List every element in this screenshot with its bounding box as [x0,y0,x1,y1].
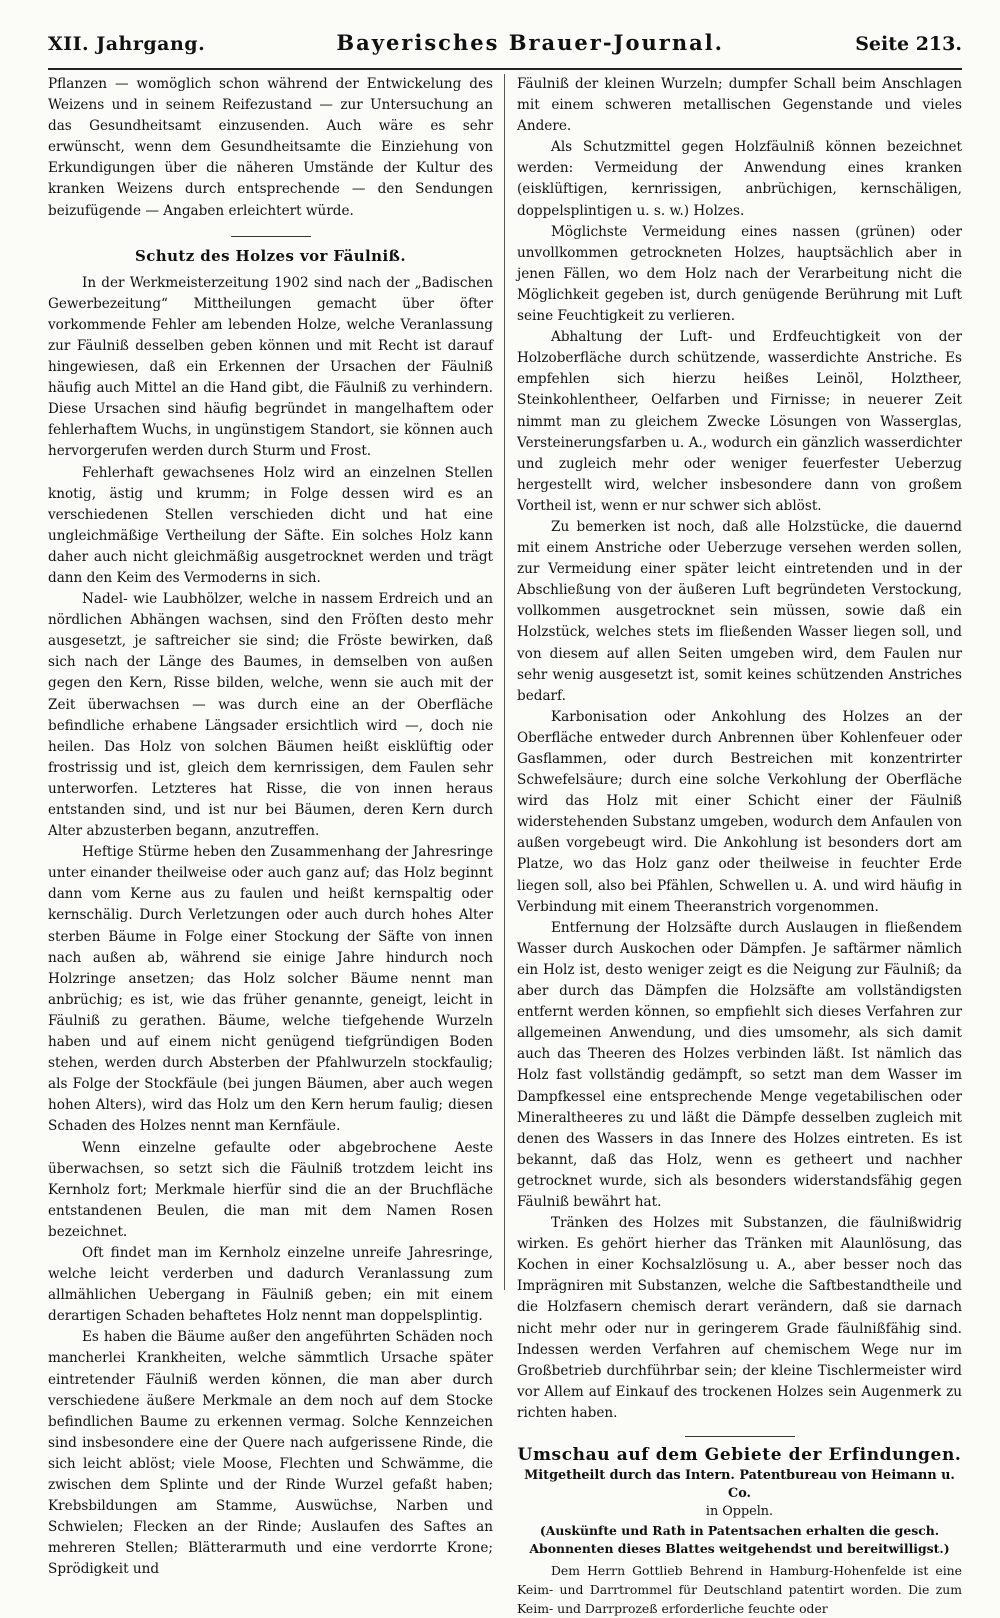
paragraph: Tränken des Holzes mit Substanzen, die fäulnißwidrig wirken. Es gehört hierher das Tränken mit Alaunlösung, das Kochen in einer Kochsalzlösung u. A., aber besser noch das Imprägniren mit Substanzen, welche die Saftbestandtheile und die Holzfasern chemisch derart verändern, daß sie darnach nicht mehr oder nur in geringerem Grade fäulnißfähig sind. Indessen werden Verfahren auf chemischem Wege nur im Großbetrieb durchführbar sein; der kleine Tischlermeister wird vor Allem auf Einkauf des trockenen Holzes sein Augenmerk zu richten haben. [517,1215,962,1421]
source-place: in Oppeln. [705,1504,774,1519]
paragraph: In der Werkmeisterzeitung 1902 sind nach der „Badischen Gewerbezeitung“ Mittheilungen gemacht über öfter vorkommende Fehler am lebenden Holze, welche Veranlassung zur Fäulniß desselben geben können und mit Recht ist darauf hingewiesen, daß ein Erkennen der Ursachen der Fäulniß häufig auch Mittel an die Hand gibt, die Fäulniß zu verhindern. Diese Ursachen sind häufig begründet in mangelhaftem oder fehlerhaftem Wuchs, in ungünstigem Standort, sie können auch hervorgerufen werden durch Sturm und Frost. [48,274,493,460]
journal-title: Bayerisches Brauer-Journal. [336,30,724,55]
paragraph: Heftige Stürme heben den Zusammenhang der Jahresringe unter einander theilweise oder auch ganz auf; das Holz beginnt dann vom Kerne aus zu faulen und heißt kernspaltig oder kernschälig. Durch Verletzungen oder auch durch hohes Alter sterben Bäume in Folge einer Stockung der Säfte von innen nach außen ab, während sie einige Jahre hindurch noch Holzringe ansetzen; das Holz solcher Bäume nennt man anbrüchig; es ist, wie das früher genannte, geneigt, leicht in Fäulniß zu gerathen. Bäume, welche tiefgehende Wurzeln haben und auf einem nicht genügend tiefgründigen Boden stehen, werden durch Absterben der Pfahlwurzeln stockfaulig; als Folge der Stockfäule (bei jungen Bäumen, aber auch wegen hohen Alters), wird das Holz um den Kern herum faulig; diesen Schaden des Holzes nennt man Kernfäule. [48,844,493,1135]
paragraph: Entfernung der Holzsäfte durch Auslaugen in fließendem Wasser durch Auskochen oder Dämpfen. Je saftärmer nämlich ein Holz ist, desto weniger zeigt es die Neigung zur Fäulniß; da aber durch das Dämpfen die Holzsäfte am vollständigsten entfernt werden können, so empfiehlt sich dieses Verfahren zur allgemeinen Anwendung, und dies umsomehr, als sich damit auch das Theeren des Holzes verbinden läßt. Ist nämlich das Holz fast vollständig gedämpft, so setzt man dem Wasser im Dampfkessel eine entsprechende Menge vegetabilischen oder Mineraltheeres zu und läßt die Dämpfe desselben zugleich mit denen des Wassers in das Innere des Holzes eintreten. Es ist bekannt, daß das Holz, wenn es getheert und nachher getrocknet wurde, sich als besonders widerstandsfähig gegen Fäulniß bewährt hat. [517,919,962,1210]
page-number: Seite 213. [855,33,962,55]
text-columns [48,74,962,1616]
paragraph: Abhaltung der Luft- und Erdfeuchtigkeit von der Holzoberfläche durch schützende, wasserdichte Anstriche. Es empfehlen sich hierzu heißes Leinöl, Holztheer, Steinkohlentheer, Oelfarben und Firnisse; in neuerer Zeit nimmt man zu gleichem Zwecke Lösungen von Wasserglas, Versteinerungsfarben u. A., wodurch ein gänzlich wasserdichter und zugleich mehr oder weniger feuerfester Ueberzug hergestellt wird, welcher insbesondere dann von großem Vortheil ist, wenn er nur schwer sich ablöst. [517,329,962,514]
volume-label: XII. Jahrgang. [48,33,206,55]
left-column [48,74,493,1578]
paragraph: Fäulniß der kleinen Wurzeln; dumpfer Schall beim Anschlagen mit einem schweren metallischen Gegenstande und vieles Andere. [517,76,962,135]
paragraph: Es haben die Bäume außer den angeführten Schäden noch mancherlei Krankheiten, welche sämmtlich Ursache später eintretender Fäulniß werden können, die man aber durch verschiedene äußere Merkmale an dem noch auf dem Stocke befindlichen Baume zu erkennen vermag. Solche Kennzeichen sind insbesondere eine der Quere nach aufgerissene Rinde, die sich leicht ablöst; viele Moose, Flechten und Schwämme, die zwischen dem Splinte und der Rinde Wurzel gefaßt haben; Krebsbildungen am Stamme, Auswüchse, Narben und Schwielen; Flecken an der Rinde; Auslaufen des Saftes an mehreren Stellen; Blätterarmuth und eine verdorrte Krone; Sprödigkeit und [48,1329,493,1578]
paragraph: Zu bemerken ist noch, daß alle Holzstücke, die dauernd mit einem Anstriche oder Ueberzuge versehen werden sollen, zur Vermeidung einer später leicht eintretenden und in der Abschließung von der äußeren Luft begründeten Verstockung, vollkommen ausgetrocknet sein müssen, sowie daß ein Holzstück, welches stets im fließenden Wasser liegen soll, und von diesem auf allen Seiten umgeben wird, dem Faulen nur sehr wenig ausgesetzt ist, somit keines schützenden Anstriches bedarf. [517,518,962,704]
source-line: Mitgetheilt durch das Intern. Patentbureau von Heimann u. Co. [524,1468,955,1501]
section-divider [685,1436,795,1437]
article-title: Schutz des Holzes vor Fäulniß. [135,246,406,265]
section-title: Umschau auf dem Gebiete der Erfindungen. [517,1445,962,1465]
section-divider [231,236,311,237]
patent-notice: (Auskünfte und Rath in Patentsachen erhalten die gesch. Abonnenten dieses Blattes weitgehendst und bereitwilligst.) [529,1523,950,1556]
paragraph: Fehlerhaft gewachsenes Holz wird an einzelnen Stellen knotig, ästig und krumm; in Folge dessen wird es an verschiedenen Stellen verschieden dicht und hat eine ungleichmäßige Vertheilung der Säfte. Ein solches Holz kann daher auch nicht gleichmäßig ausgetrocknet werden und trägt dann den Keim des Vermoderns in sich. [48,464,493,586]
paragraph: Möglichste Vermeidung eines nassen (grünen) oder unvollkommen getrockneten Holzes, hauptsächlich aber in jenen Fällen, wo dem Holz nach der Verarbeitung nicht die Möglichkeit gegeben ist, durch genügende Berührung mit Luft seine Feuchtigkeit zu verlieren. [517,223,962,325]
paragraph: Als Schutzmittel gegen Holzfäulniß können bezeichnet werden: Vermeidung der Anwendung eines kranken (eisklüftigen, kernrissigen, anbrüchigen, kernschäligen, doppelsplintigen u. s. w.) Holzes. [517,139,962,219]
right-column [517,74,962,1616]
paragraph: Oft findet man im Kernholz einzelne unreife Jahresringe, welche leicht verderben und dadurch Veranlassung zum allmählichen Uebergang in Fäulniß geben; ein mit einem derartigen Schaden behaftetes Holz nennt man doppelsplintig. [48,1244,493,1325]
page-header [48,30,962,66]
paragraph: Wenn einzelne gefaulte oder abgebrochene Aeste überwachsen, so setzt sich die Fäulniß trotzdem leicht ins Kernholz fort; Merkmale hierfür sind die an der Bruchfläche entstandenen Beulen, die man mit dem Namen Rosen bezeichnet. [48,1139,493,1240]
intro-paragraph: Pflanzen — womöglich schon während der Entwickelung des Weizens und in seinem Reifezustand — zur Untersuchung an das Gesundheitsamt einzusenden. Auch wäre es sehr erwünscht, wenn dem Gesundheitsamte die Einziehung von Erkundigungen über die näheren Umstände der Kultur des kranken Weizens durch entsprechende — den Sendungen beizufügende — Angaben erleichtert würde. [48,76,493,219]
header-rule [48,68,962,70]
paragraph: Nadel- wie Laubhölzer, welche in nassem Erdreich und an nördlichen Abhängen wachsen, sind den Fröſten desto mehr ausgesetzt, je saftreicher sie sind; die Fröste bewirken, daß sich nach der Länge des Baumes, in demselben von außen gegen den Kern, Risse bilden, welche, wenn sie auch mit der Zeit überwachsen — was durch eine an der Oberfläche befindliche erhabene Längsader ersichtlich wird —, doch nie heilen. Das Holz von solchen Bäumen heißt eisklüftig oder frostrissig und ist, gleich dem kernrissigen, dem Faulen sehr unterworfen. Letzteres hat Risse, die von innen heraus entstanden sind, und ist nur bei Bäumen, deren Kern durch Alter abzusterben begann, anzutreffen. [48,591,493,840]
patent-paragraph: Dem Herrn Gottlieb Behrend in Hamburg-Hohenfelde ist eine Keim- und Darrtrommel für Deutschland patentirt worden. Die zum Keim- und Darrprozeß erforderliche feuchte oder [517,1563,962,1616]
paragraph: Karbonisation oder Ankohlung des Holzes an der Oberfläche entweder durch Anbrennen über Kohlenfeuer oder Gasflammen, oder durch Bestreichen mit konzentrirter Schwefelsäure; durch eine solche Verkohlung der Oberfläche wird das Holz mit einer Schicht einer der Fäulniß widerstehenden Substanz umgeben, wodurch dem Anfaulen von außen vorgebeugt wird. Die Ankohlung ist besonders dort am Platze, wo das Holz ganz oder theilweise in feuchter Erde liegen soll, also bei Pfählen, Schwellen u. A. und wird häufig in Verbindung mit einem Theeranstrich vorgenommen. [517,708,962,915]
